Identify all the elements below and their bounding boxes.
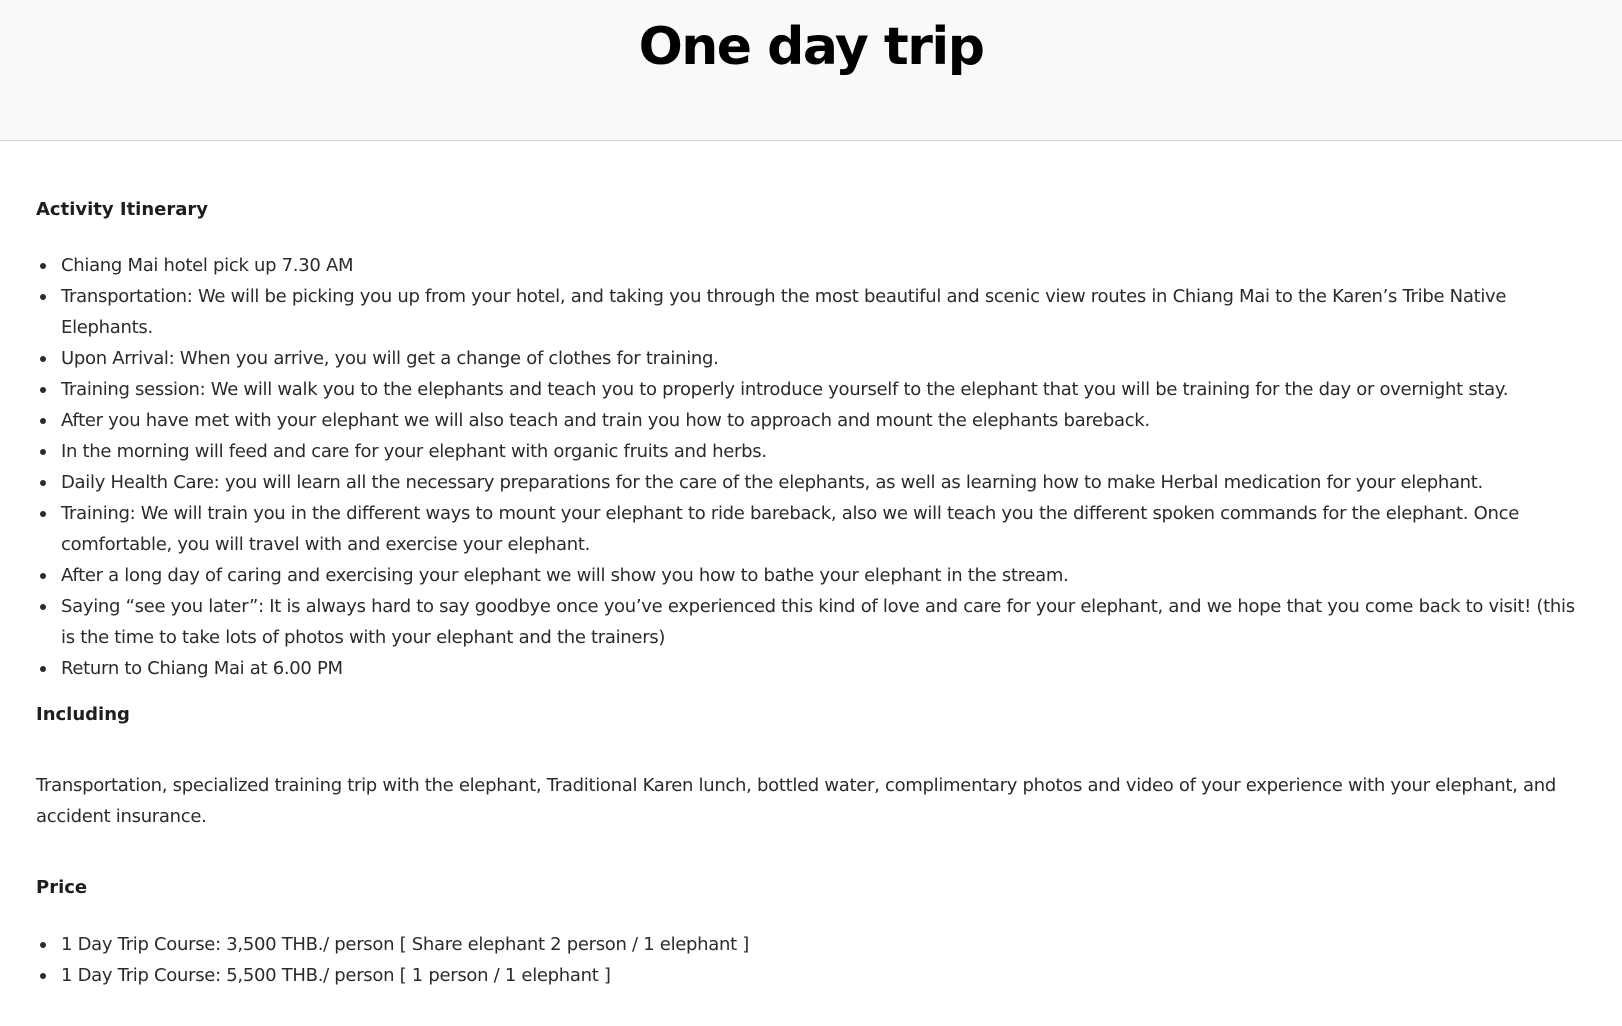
price-item-text: 1 Day Trip Course: 3,500 THB./ person [ Share elephant 2 person / 1 elephant ] (61, 934, 750, 955)
price-list (36, 929, 1586, 991)
itinerary-item-text: In the morning will feed and care for your elephant with organic fruits and herbs. (61, 441, 767, 462)
itinerary-item (61, 498, 1586, 560)
itinerary-item (61, 467, 1586, 498)
itinerary-item-text: Saying “see you later”: It is always hard to say goodbye once you’ve experienced this kind of love and care for your elephant, and we hope that you come back to visit! (this is the time to take lots of photos with your elephant and the trainers) (61, 596, 1575, 648)
bullet-dot (40, 418, 46, 424)
bullet-dot (40, 604, 46, 610)
itinerary-item-text: Transportation: We will be picking you up from your hotel, and taking you through the most beautiful and scenic view routes in Chiang Mai to the Karen’s Tribe Native Elephants. (61, 286, 1507, 338)
bullet-dot (40, 263, 46, 269)
itinerary-item (61, 281, 1586, 343)
bullet-dot (40, 480, 46, 486)
page-header (0, 0, 1622, 141)
bullet-dot (40, 449, 46, 455)
page-title: One day trip (638, 17, 984, 77)
itinerary-item (61, 436, 1586, 467)
itinerary-item-text: After a long day of caring and exercising your elephant we will show you how to bathe your elephant in the stream. (61, 565, 1069, 586)
itinerary-item-text: Training: We will train you in the different ways to mount your elephant to ride bareback, also we will teach you the different spoken commands for the elephant. Once comfortable, you will travel with and exercise your elephant. (61, 503, 1519, 555)
price-item (61, 929, 1586, 960)
bullet-dot (40, 511, 46, 517)
itinerary-heading: Activity Itinerary (36, 199, 209, 220)
bullet-dot (40, 666, 46, 672)
itinerary-item-text: After you have met with your elephant we will also teach and train you how to approach and mount the elephants bareback. (61, 410, 1150, 431)
itinerary-item-text: Chiang Mai hotel pick up 7.30 AM (61, 255, 354, 276)
itinerary-list (36, 250, 1586, 684)
itinerary-item-text: Daily Health Care: you will learn all the necessary preparations for the care of the elephants, as well as learning how to make Herbal medication for your elephant. (61, 472, 1483, 493)
itinerary-item-text: Return to Chiang Mai at 6.00 PM (61, 658, 343, 679)
including-heading: Including (36, 704, 130, 725)
itinerary-item (61, 250, 1586, 281)
itinerary-item (61, 591, 1586, 653)
bullet-dot (40, 942, 46, 948)
bullet-dot (40, 387, 46, 393)
itinerary-item (61, 343, 1586, 374)
price-item-text: 1 Day Trip Course: 5,500 THB./ person [ 1 person / 1 elephant ] (61, 965, 611, 986)
bullet-dot (40, 573, 46, 579)
itinerary-item (61, 653, 1586, 684)
itinerary-item (61, 560, 1586, 591)
price-item (61, 960, 1586, 991)
including-text: Transportation, specialized training trip with the elephant, Traditional Karen lunch, bottled water, complimentary photos and video of your experience with your elephant, and accident insurance. (36, 775, 1556, 827)
itinerary-item (61, 405, 1586, 436)
main-content (0, 141, 1622, 991)
bullet-dot (40, 356, 46, 362)
itinerary-item (61, 374, 1586, 405)
itinerary-item-text: Training session: We will walk you to the elephants and teach you to properly introduce yourself to the elephant that you will be training for the day or overnight stay. (61, 379, 1509, 400)
price-heading: Price (36, 877, 88, 898)
itinerary-item-text: Upon Arrival: When you arrive, you will get a change of clothes for training. (61, 348, 719, 369)
bullet-dot (40, 973, 46, 979)
bullet-dot (40, 294, 46, 300)
